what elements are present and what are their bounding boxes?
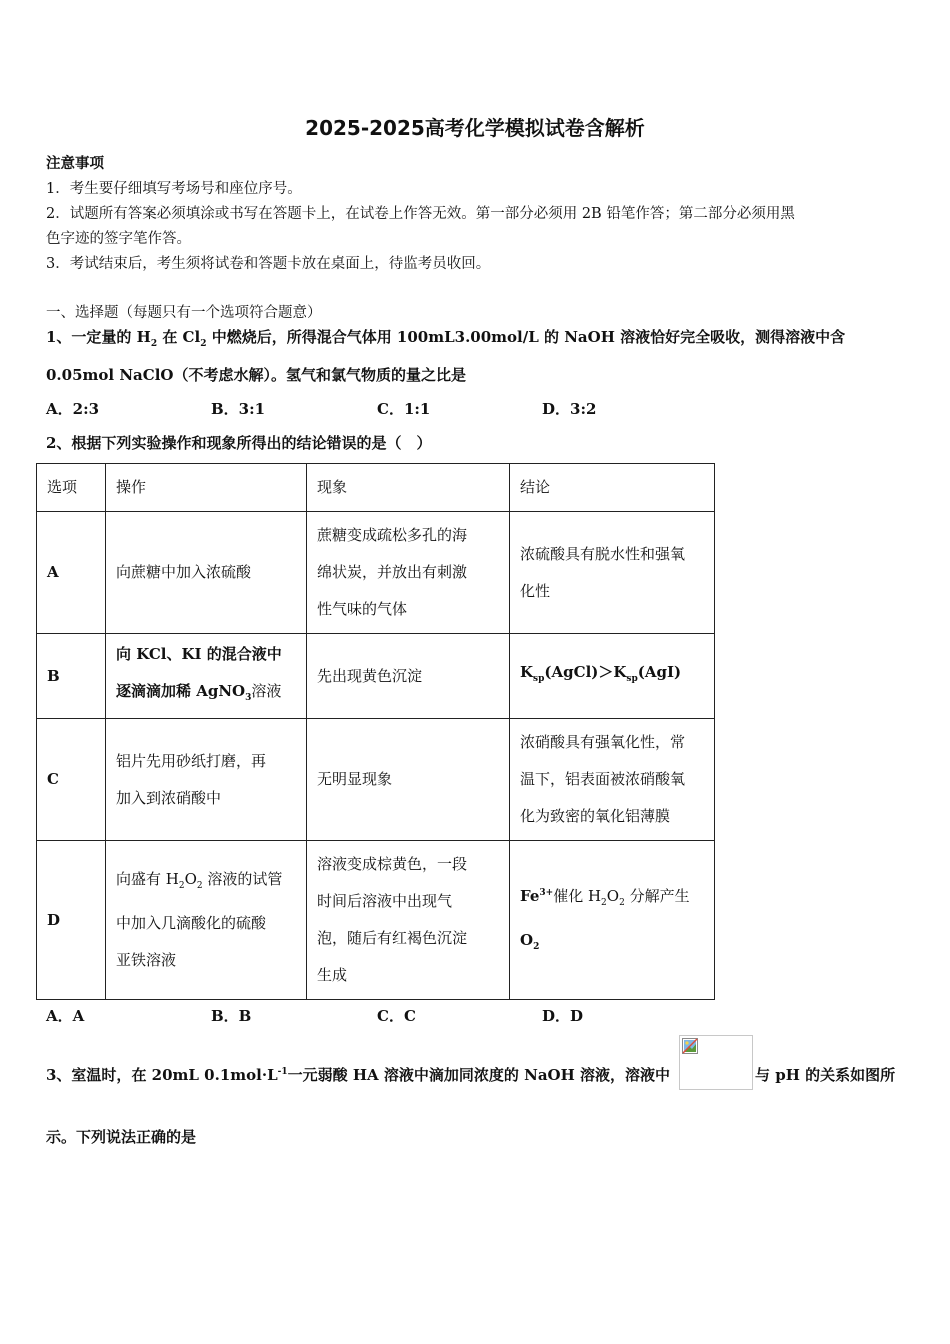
table-row xyxy=(37,512,715,634)
broken-image-icon xyxy=(682,1038,698,1054)
q3-stem-line-2: 示。下列说法正确的是 xyxy=(46,1128,197,1146)
row-a-operation: 向蔗糖中加入浓硫酸 xyxy=(106,512,307,634)
row-d-operation: 向盛有 $H_2O_2$ 溶液的试管 中加入几滴酸化的硫酸 亚铁溶液 xyxy=(106,841,307,1000)
table-row xyxy=(37,634,715,719)
q3-stem-line-1a: 3、室温时，在 20mL $0.1mol\cdot L^{-1}$一元弱酸 HA 溶液中滴加同浓度的 NaOH 溶液，溶液中 xyxy=(46,1066,670,1084)
q2-option-c[interactable]: C．C xyxy=(377,1007,416,1025)
q1-option-c[interactable]: C．1:1 xyxy=(377,400,431,418)
row-c-label: C xyxy=(37,719,106,841)
q2-option-a[interactable]: A．A xyxy=(46,1007,85,1025)
header-operation: 操作 xyxy=(106,464,307,512)
row-d-label: D xyxy=(37,841,106,1000)
table-row xyxy=(37,841,715,1000)
row-b-conclusion: $K_{sp}(AgCl)>K_{sp}(AgI)$ xyxy=(510,634,715,719)
row-b-label: B xyxy=(37,634,106,719)
row-c-phenomenon: 无明显现象 xyxy=(307,719,510,841)
row-a-conclusion: 浓硫酸具有脱水性和强氧 化性 xyxy=(510,512,715,634)
q2-option-d[interactable]: D．D xyxy=(542,1007,584,1025)
header-option: 选项 xyxy=(37,464,106,512)
q2-option-b[interactable]: B．B xyxy=(211,1007,252,1025)
row-c-conclusion: 浓硝酸具有强氧化性，常 温下，铝表面被浓硝酸氧 化为致密的氧化铝薄膜 xyxy=(510,719,715,841)
table-header-row xyxy=(37,464,715,512)
row-b-phenomenon: 先出现黄色沉淀 xyxy=(307,634,510,719)
page-title: 2025-2025高考化学模拟试卷含解析 xyxy=(305,116,645,140)
notice-item-2-line-2: 色字迹的签字笔作答。 xyxy=(46,231,191,247)
q1-option-b[interactable]: B．3:1 xyxy=(211,400,266,418)
q1-stem-line-2: 0.05mol NaClO（不考虑水解）。氢气和氯气物质的量之比是 xyxy=(46,366,466,384)
table-row xyxy=(37,719,715,841)
row-a-phenomenon: 蔗糖变成疏松多孔的海 绵状炭，并放出有刺激 性气味的气体 xyxy=(307,512,510,634)
formula-image-placeholder xyxy=(679,1035,753,1090)
q3-stem-line-1b: 与 pH 的关系如图所 xyxy=(755,1066,896,1084)
notice-item-1: 1．考生要仔细填写考场号和座位序号。 xyxy=(46,181,302,197)
row-c-operation: 铝片先用砂纸打磨，再 加入到浓硝酸中 xyxy=(106,719,307,841)
row-a-label: A xyxy=(37,512,106,634)
notice-heading: 注意事项 xyxy=(46,155,104,172)
q1-option-d[interactable]: D．3:2 xyxy=(542,400,597,418)
notice-item-2-line-1: 2．试题所有答案必须填涂或书写在答题卡上，在试卷上作答无效。第一部分必须用 2B 铅笔作答；第二部分必须用黑 xyxy=(46,206,795,222)
row-d-phenomenon: 溶液变成棕黄色，一段 时间后溶液中出现气 泡，随后有红褐色沉淀 生成 xyxy=(307,841,510,1000)
row-b-operation: 向 KCl、KI 的混合液中 逐滴滴加稀 AgNO$_3$溶液 xyxy=(106,634,307,719)
header-phenomenon: 现象 xyxy=(307,464,510,512)
experiment-table xyxy=(36,463,715,1000)
q1-option-a[interactable]: A．2:3 xyxy=(46,400,100,418)
q1-stem-line-1: 1、一定量的 $H_2$ 在 $Cl_2$ 中燃烧后，所得混合气体用 100mL3.00mol/L 的 NaOH 溶液恰好完全吸收，测得溶液中含 xyxy=(46,328,846,349)
header-conclusion: 结论 xyxy=(510,464,715,512)
row-d-conclusion: $Fe^{3+}$催化 $H_2O_2$ 分解产生 $O_2$ xyxy=(510,841,715,1000)
section-heading: 一、选择题（每题只有一个选项符合题意） xyxy=(46,305,322,321)
q2-stem: 2、根据下列实验操作和现象所得出的结论错误的是（ ） xyxy=(46,434,432,452)
notice-item-3: 3．考试结束后，考生须将试卷和答题卡放在桌面上，待监考员收回。 xyxy=(46,256,491,272)
